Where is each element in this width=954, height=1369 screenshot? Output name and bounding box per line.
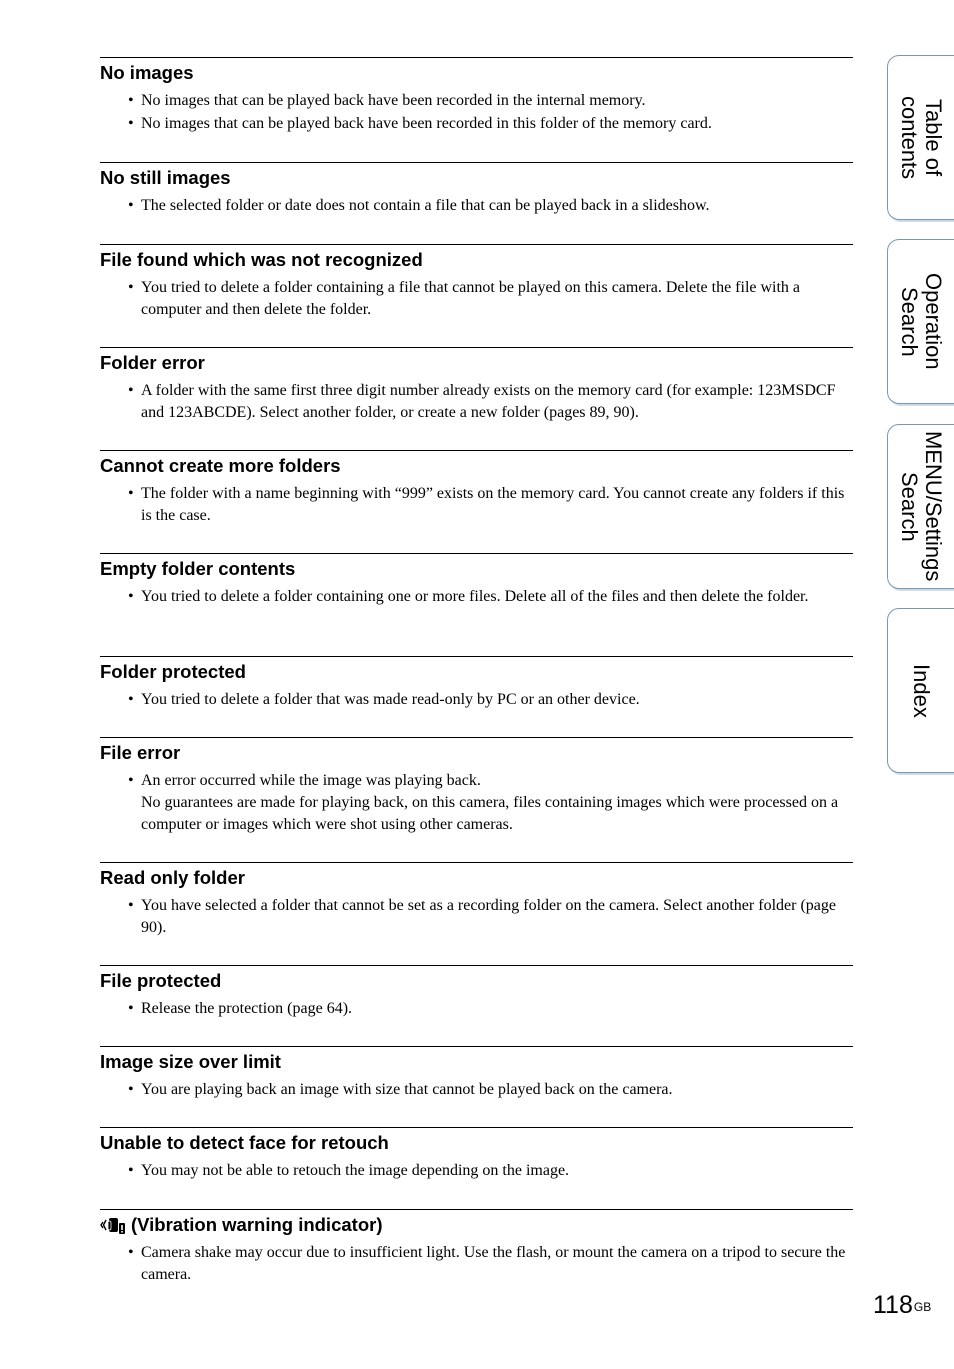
bullet-item: • You tried to delete a folder containing a file that cannot be played on this camera. Delete the file with a computer and then delete the folder. <box>128 279 801 318</box>
section-folder-error <box>100 347 853 450</box>
section-vibration-warning <box>100 1209 853 1289</box>
section-file-not-recognized <box>100 244 853 347</box>
section-heading: Folder error <box>100 352 205 373</box>
section-heading <box>100 1214 853 1236</box>
section-empty-folder-contents <box>100 553 853 656</box>
page-number-value: 118 <box>873 1291 913 1319</box>
bullet-item: • You tried to delete a folder containing one or more files. Delete all of the files and then delete the folder. <box>128 588 809 605</box>
section-cannot-create-folders <box>100 450 853 553</box>
tab-menu-settings-search[interactable] <box>887 424 954 589</box>
bullet-item: • You tried to delete a folder that was made read-only by PC or an other device. <box>128 691 640 708</box>
section-file-protected <box>100 965 853 1046</box>
section-file-error <box>100 737 853 862</box>
page-number-suffix: GB <box>913 1300 932 1314</box>
section-heading: No still images <box>100 167 231 188</box>
document-body <box>100 57 853 1289</box>
section-heading: Folder protected <box>100 661 246 682</box>
section-heading: File protected <box>100 970 222 991</box>
section-heading: Image size over limit <box>100 1051 281 1072</box>
tab-label: Table of contents <box>897 95 946 180</box>
section-heading: Read only folder <box>100 867 245 888</box>
section-image-size-over-limit <box>100 1046 853 1127</box>
tab-label: MENU/Settings Search <box>897 431 946 582</box>
bullet-item: • No images that can be played back have been recorded in this folder of the memory card. <box>128 115 712 132</box>
page-number <box>873 1290 931 1320</box>
section-folder-protected <box>100 656 853 737</box>
tab-label: Operation Search <box>897 273 946 370</box>
section-heading: Unable to detect face for retouch <box>100 1132 389 1153</box>
section-no-still-images <box>100 162 853 244</box>
bullet-item: • The folder with a name beginning with “999” exists on the memory card. You cannot create any folders if this is the case. <box>128 485 845 524</box>
section-read-only-folder <box>100 862 853 965</box>
section-heading: No images <box>100 62 194 83</box>
section-heading: File error <box>100 742 181 763</box>
section-no-images <box>100 57 853 162</box>
section-unable-detect-face <box>100 1127 853 1209</box>
bullet-item: • An error occurred while the image was playing back. No guarantees are made for playing back, on this camera, files containing images which were processed on a computer or images which were shot using other cameras. <box>128 772 839 833</box>
bullet-item: • A folder with the same first three digit number already exists on the memory card (for example: 123MSDCF and 123ABCDE). Select another folder, or create a new folder (pages 89, 90). <box>128 382 836 421</box>
vibration-warning-icon <box>100 1215 126 1235</box>
tab-table-of-contents[interactable] <box>887 55 954 220</box>
tab-operation-search[interactable] <box>887 239 954 404</box>
bullet-item: • The selected folder or date does not contain a file that can be played back in a slideshow. <box>128 197 710 214</box>
tab-index[interactable] <box>887 608 954 773</box>
bullet-item: • You are playing back an image with size that cannot be played back on the camera. <box>128 1081 673 1098</box>
bullet-item: • Camera shake may occur due to insufficient light. Use the flash, or mount the camera on a tripod to secure the camera. <box>128 1244 846 1283</box>
bullet-item: • You have selected a folder that cannot be set as a recording folder on the camera. Select another folder (page 90). <box>128 897 836 936</box>
section-heading-text: (Vibration warning indicator) <box>131 1214 383 1235</box>
section-heading: Cannot create more folders <box>100 455 341 476</box>
bullet-item: • No images that can be played back have been recorded in the internal memory. <box>128 92 646 109</box>
bullet-item: • You may not be able to retouch the image depending on the image. <box>128 1162 570 1179</box>
section-heading: Empty folder contents <box>100 558 296 579</box>
bullet-item: • Release the protection (page 64). <box>128 1000 353 1017</box>
tab-label: Index <box>909 663 934 718</box>
section-heading: File found which was not recognized <box>100 249 423 270</box>
